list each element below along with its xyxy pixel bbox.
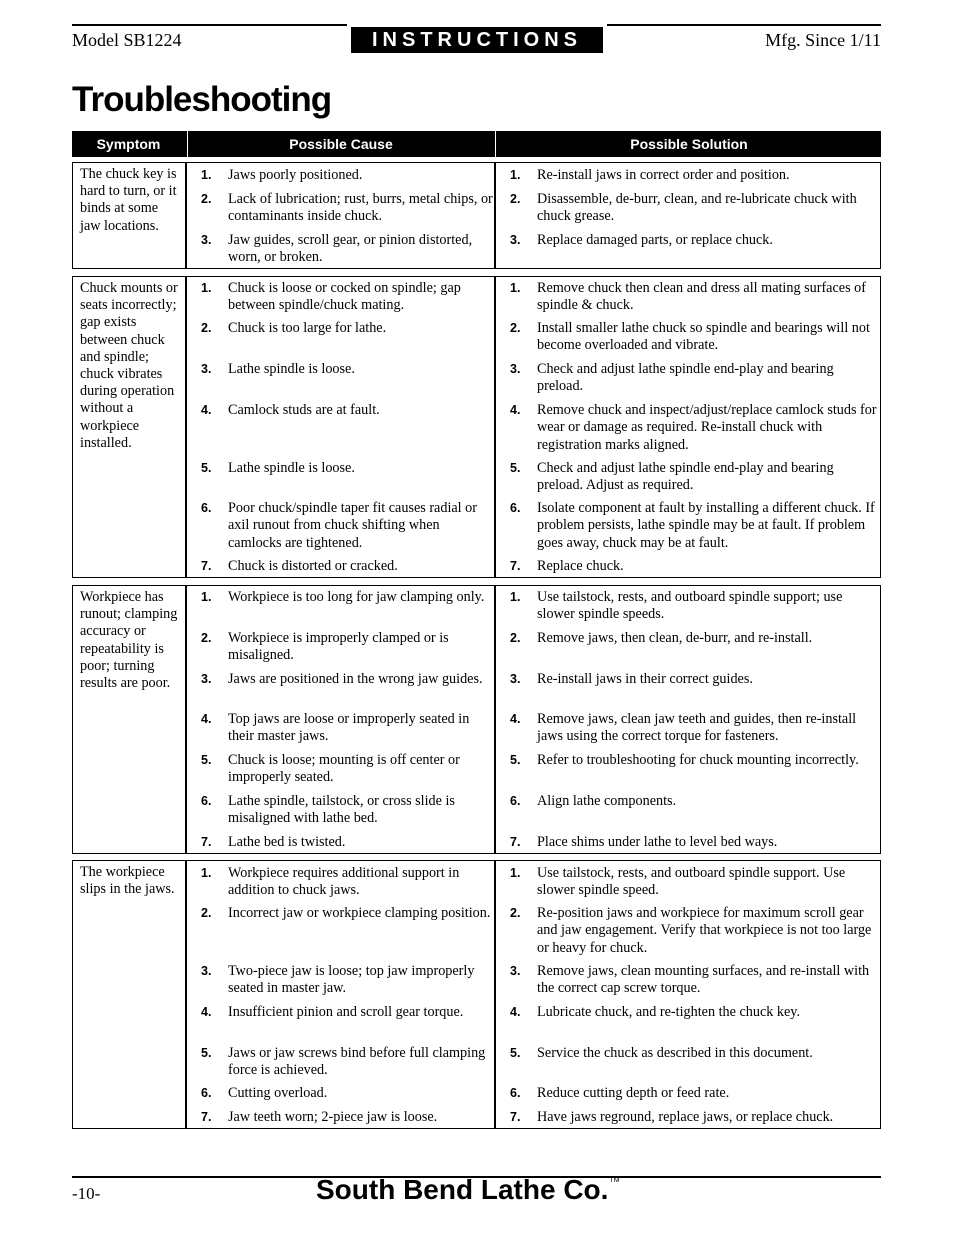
brand-name: South Bend Lathe Co. <box>316 1174 609 1205</box>
column-divider <box>494 586 496 853</box>
column-header-solution: Possible Solution <box>495 131 882 157</box>
troubleshooting-row: Chuck mounts or seats incorrectly; gap exists between chuck and spindle; chuck vibrates during operation without a workpiece installed. 1. Chuck is loose or cocked on spindle; gap between spindle/chuck mating. 1. Remove chuck then clean and dress all mating surfaces of spindle & chuck. 2. Chuck is too large for lathe. 2. Install smaller lathe chuck so spindle and bearings will not become overloaded and vibrate. 3. Lathe spindle is loose. 3. Check and adjust lathe spindle end-play and bearing preload. 4. Camlock studs are at fault. 4. Remove chuck and inspect/adjust/replace camlock studs for wear or damage as required. Re-install chuck with registration marks aligned. 5. Lathe spindle is loose. 5. Check and adjust lathe spindle end-play and bearing preload. Adjust as required. 6. Poor chuck/spindle taper fit causes radial or axil runout from chuck shifting when camlocks are tightened. 6. Isolate component at fault by installing a different chuck. If problem persists, lathe spindle may be at fault. If problem goes away, chuck may be at fault. 7. Chuck is distorted or cracked. 7. Replace chuck. <box>72 276 881 578</box>
symptom-text: The workpiece slips in the jaws. <box>80 864 175 898</box>
column-divider <box>494 277 496 577</box>
troubleshooting-row: Workpiece has runout; clamping accuracy or repeatability is poor; turning results are poor. 1. Workpiece is too long for jaw clamping only. 1. Use tailstock, rests, and outboard spindle support; use slower spindle speeds. 2. Workpiece is improperly clamped or is misaligned. 2. Remove jaws, then clean, de-burr, and re-install. 3. Jaws are positioned in the wrong jaw guides. 3. Re-install jaws in their correct guides. 4. Top jaws are loose or improperly seated in their master jaws. 4. Remove jaws, clean jaw teeth and guides, then re-install jaws using the correct torque for fasteners. 5. Chuck is loose; mounting is off center or improperly seated. 5. Refer to troubleshooting for chuck mounting incorrectly. 6. Lathe spindle, tailstock, or cross slide is misaligned with lathe bed. 6. Align lathe components. 7. Lathe bed is twisted. 7. Place shims under lathe to level bed ways. <box>72 585 881 854</box>
header-rule-right <box>607 24 881 26</box>
page-title: Troubleshooting <box>72 80 332 119</box>
column-divider <box>185 163 187 268</box>
column-divider <box>185 586 187 853</box>
column-divider <box>494 861 496 1128</box>
column-header-symptom: Symptom <box>96 136 161 152</box>
symptom-text: Chuck mounts or seats incorrectly; gap exists between chuck and spindle; chuck vibrates during operation without a workpiece installed. <box>80 280 178 451</box>
page-number: -10- <box>72 1184 101 1203</box>
header-rule-left <box>72 24 347 26</box>
mfg-label: Mfg. Since 1/11 <box>765 30 881 50</box>
column-header-cause: Possible Cause <box>187 131 494 157</box>
section-banner: INSTRUCTIONS <box>351 27 603 53</box>
column-divider <box>494 163 496 268</box>
symptom-text: Workpiece has runout; clamping accuracy or repeatability is poor; turning results are poor. <box>80 589 178 692</box>
trademark-mark: TM <box>609 1177 620 1184</box>
column-divider <box>185 277 187 577</box>
troubleshooting-row: The chuck key is hard to turn, or it binds at some jaw locations. 1. Jaws poorly positioned. 1. Re-install jaws in correct order and position. 2. Lack of lubrication; rust, burrs, metal chips, or contaminants inside chuck. 2. Disassemble, de-burr, clean, and re-lubricate chuck with chuck grease. 3. Jaw guides, scroll gear, or pinion distorted, worn, or broken. 3. Replace damaged parts, or replace chuck. <box>72 162 881 269</box>
model-label: Model SB1224 <box>72 30 182 50</box>
brand-logo <box>316 1174 620 1206</box>
symptom-text: The chuck key is hard to turn, or it binds at some jaw locations. <box>80 166 177 234</box>
troubleshooting-row: The workpiece slips in the jaws. 1. Workpiece requires additional support in addition to chuck jaws. 1. Use tailstock, rests, and outboard spindle support. Use slower spindle speed. 2. Incorrect jaw or workpiece clamping position. 2. Re-position jaws and workpiece for maximum scroll gear and jaw engagement. Verify that workpiece is not too large or heavy for chuck. 3. Two-piece jaw is loose; top jaw improperly seated in master jaw. 3. Remove jaws, clean mounting surfaces, and re-install with the correct cap screw torque. 4. Insufficient pinion and scroll gear torque. 4. Lubricate chuck, and re-tighten the chuck key. 5. Jaws or jaw screws bind before full clamping force is achieved. 5. Service the chuck as described in this document. 6. Cutting overload. 6. Reduce cutting depth or feed rate. 7. Jaw teeth worn; 2-piece jaw is loose. 7. Have jaws reground, replace jaws, or replace chuck. <box>72 860 881 1129</box>
table-header <box>72 131 881 157</box>
column-divider <box>185 861 187 1128</box>
